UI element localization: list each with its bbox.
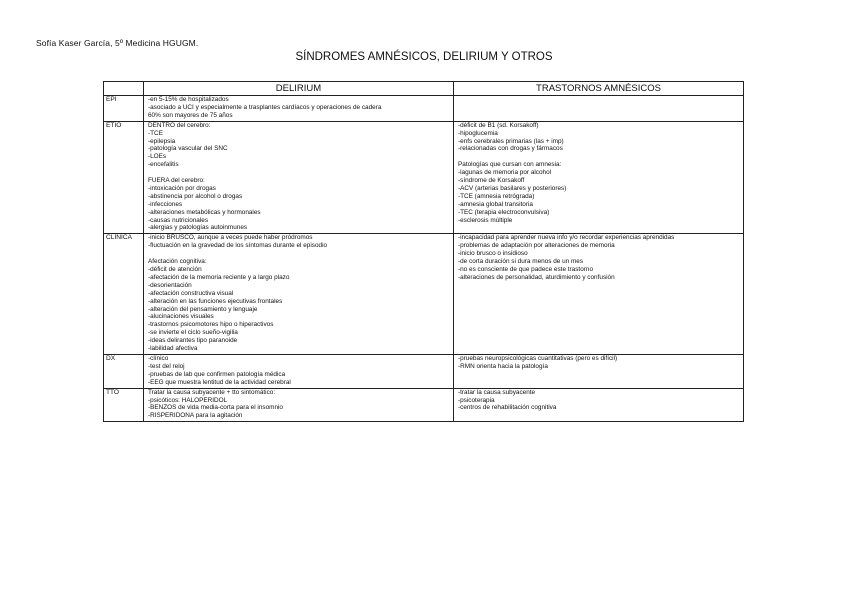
delirium-line bbox=[148, 250, 453, 258]
delirium-line: -en 5-15% de hospitalizados bbox=[148, 96, 229, 103]
amnesicos-line: -psicoterapia bbox=[458, 396, 495, 404]
amnesicos-line: -problemas de adaptación por alteraciones de memoria bbox=[458, 242, 615, 250]
delirium-cell bbox=[144, 121, 454, 234]
amnesicos-line: -TEC (terapia electroconvulsiva) bbox=[458, 208, 550, 216]
delirium-line: Afectación cognitiva: bbox=[148, 258, 207, 266]
delirium-line: -afectación constructiva visual bbox=[148, 289, 234, 297]
amnesicos-line: -incapacidad para aprender nueva info y/o recordar experiencias aprendidas bbox=[458, 234, 675, 242]
header-delirium: DELIRIUM bbox=[144, 82, 454, 96]
delirium-line: -asociado a UCI y especialmente a trasplantes cardíacos y operaciones de cadera bbox=[148, 103, 382, 111]
header-amnesicos: TRASTORNOS AMNÉSICOS bbox=[454, 82, 744, 96]
amnesicos-line bbox=[458, 153, 743, 161]
amnesicos-line: -relacionadas con drogas y fármacos bbox=[458, 145, 563, 153]
table-row bbox=[104, 96, 744, 122]
delirium-line: Tratar la causa subyacente + tto sintomático: bbox=[148, 388, 276, 396]
delirium-line: -BENZOS de vida media-corta para el insomnio bbox=[148, 404, 283, 412]
delirium-line: -psicóticos: HALOPERIDOL bbox=[148, 396, 228, 404]
delirium-line: -patología vascular del SNC bbox=[148, 145, 228, 153]
row-label: TTO bbox=[104, 388, 144, 422]
amnesicos-cell bbox=[454, 121, 744, 234]
delirium-line: -clínico bbox=[148, 354, 169, 362]
header-empty bbox=[104, 82, 144, 96]
delirium-line: -TCE bbox=[148, 129, 163, 137]
amnesicos-line: -lagunas de memoria por alcohol bbox=[458, 169, 552, 177]
delirium-line: -alteración en las funciones ejecutivas frontales bbox=[148, 297, 283, 305]
amnesicos-line: -inicio brusco o insidioso bbox=[458, 250, 528, 258]
delirium-line: -ideas delirantes tipo paranoide bbox=[148, 337, 238, 345]
amnesicos-line: -déficit de B1 (sd. Korsakoff) bbox=[458, 121, 539, 129]
delirium-line: -LOEs bbox=[148, 153, 167, 161]
delirium-cell bbox=[144, 354, 454, 388]
delirium-line: 60% son mayores de 75 años bbox=[148, 111, 233, 119]
delirium-line: -alergias y patologías autoinmunes bbox=[148, 224, 248, 232]
amnesicos-line: -de corta duración si dura menos de un mes bbox=[458, 258, 584, 266]
delirium-line: -déficit de atención bbox=[148, 266, 202, 273]
delirium-cell bbox=[144, 234, 454, 355]
delirium-line bbox=[148, 169, 453, 177]
table-header-row bbox=[104, 82, 744, 96]
delirium-cell bbox=[144, 96, 454, 122]
delirium-line: -desorientación bbox=[148, 281, 192, 289]
delirium-line: -alucinaciones visuales bbox=[148, 313, 214, 321]
table-row bbox=[104, 388, 744, 422]
delirium-line: -causas nutricionales bbox=[148, 216, 209, 224]
amnesicos-line: -alteraciones de personalidad, aturdimiento y confusión bbox=[458, 273, 615, 281]
row-label: ETIO bbox=[104, 121, 144, 234]
amnesicos-line: -no es consciente de que padece este trastorno bbox=[458, 266, 594, 274]
amnesicos-cell bbox=[454, 96, 744, 122]
delirium-line: -encefalitis bbox=[148, 161, 179, 169]
amnesicos-line: -esclerosis múltiple bbox=[458, 216, 513, 224]
amnesicos-line: -centros de rehabilitación cognitiva bbox=[458, 404, 557, 412]
table-row bbox=[104, 121, 744, 234]
delirium-line: -fluctuación en la gravedad de los síntomas durante el episodio bbox=[148, 242, 328, 250]
delirium-line: -abstinencia por alcohol o drogas bbox=[148, 192, 243, 200]
amnesicos-cell bbox=[454, 234, 744, 355]
page-title: SÍNDROMES AMNÉSICOS, DELIRIUM Y OTROS bbox=[295, 51, 553, 63]
amnesicos-line: -amnesia global transitoria bbox=[458, 200, 533, 208]
delirium-line: -intoxicación por drogas bbox=[148, 184, 216, 192]
delirium-line: -se invierte el ciclo sueño-vigilia bbox=[148, 329, 238, 337]
amnesicos-line: -tratar la causa subyacente bbox=[458, 388, 536, 396]
amnesicos-line: -síndrome de Korsakoff bbox=[458, 177, 525, 185]
amnesicos-line: -enfs cerebrales primarias (las + imp) bbox=[458, 137, 564, 145]
delirium-line: DENTRO del cerebro: bbox=[148, 121, 211, 129]
delirium-line: -RISPERIDONA para la agitación bbox=[148, 412, 243, 420]
delirium-cell bbox=[144, 388, 454, 422]
delirium-line: -pruebas de lab que confirmen patología médica bbox=[148, 370, 286, 378]
row-label: CLÍNICA bbox=[104, 234, 144, 355]
delirium-line: -alteración del pensamiento y lenguaje bbox=[148, 305, 258, 313]
amnesicos-line: -pruebas neuropsicológicas cuantitativas (pero es difícil) bbox=[458, 354, 618, 362]
amnesicos-line: -RMN orienta hacia la patología bbox=[458, 362, 548, 370]
comparison-table bbox=[103, 81, 744, 422]
amnesicos-line: Patologías que cursan con amnesia: bbox=[458, 161, 562, 169]
amnesicos-cell bbox=[454, 388, 744, 422]
author-line: Sofía Kaser García, 5º Medicina HGUGM. bbox=[36, 38, 199, 48]
delirium-line: -EEG que muestra lentitud de la actividad cerebral bbox=[148, 378, 291, 386]
table-row bbox=[104, 234, 744, 355]
amnesicos-cell bbox=[454, 354, 744, 388]
delirium-line: -alteraciones metabólicas y hormonales bbox=[148, 208, 261, 216]
amnesicos-line: -TCE (amnesia retrógrada) bbox=[458, 192, 535, 200]
amnesicos-line: -ACV (arterias basilares y posteriores) bbox=[458, 184, 567, 192]
delirium-line: -test del reloj bbox=[148, 362, 185, 370]
delirium-line: FUERA del cerebro: bbox=[148, 177, 205, 185]
table-row bbox=[104, 354, 744, 388]
row-label: DX bbox=[104, 354, 144, 388]
delirium-line: -afectación de la memoria reciente y a largo plazo bbox=[148, 273, 290, 281]
delirium-line: -trastornos psicomotores hipo o hiperactivos bbox=[148, 321, 274, 329]
delirium-line: -inicio BRUSCO, aunque a veces puede haber pródromos bbox=[148, 234, 313, 242]
delirium-line: -epilepsia bbox=[148, 137, 176, 145]
row-label: EPI bbox=[104, 96, 144, 122]
delirium-line: -infecciones bbox=[148, 200, 183, 208]
delirium-line: -labilidad afectiva bbox=[148, 345, 198, 353]
amnesicos-line: -hipoglucemia bbox=[458, 129, 498, 137]
